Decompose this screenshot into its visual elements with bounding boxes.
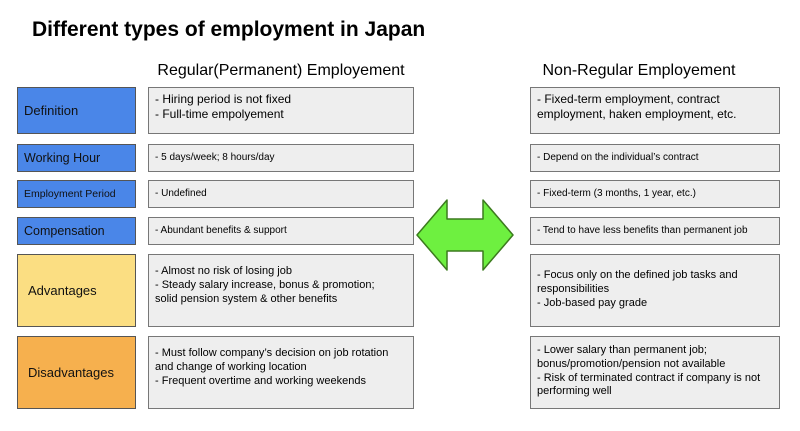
cell-line: - Depend on the individual’s contract	[537, 152, 699, 163]
row-label-employment-period	[17, 180, 136, 208]
page-title: Different types of employment in Japan	[32, 18, 426, 41]
cell-line: employment, haken employment, etc.	[537, 107, 737, 121]
regular-working-hour-box	[148, 144, 414, 172]
row-label-text: Employment Period	[24, 188, 116, 200]
row-label-definition	[17, 87, 136, 134]
cell-line: - Almost no risk of losing job	[155, 265, 292, 277]
cell-line: bonus/promotion/pension not available	[537, 357, 726, 370]
row-label-text: Advantages	[28, 283, 97, 298]
cell-line: - Focus only on the defined job tasks and	[537, 269, 738, 281]
cell-line: - Tend to have less benefits than permanent job	[537, 225, 748, 236]
non-regular-employment-period-box	[530, 180, 780, 208]
double-arrow-shape	[417, 200, 513, 270]
cell-line: and change of working location	[155, 360, 307, 373]
row-label-text: Disadvantages	[28, 365, 114, 380]
cell-line: - Full-time empolyement	[155, 107, 284, 121]
non-regular-definition-box	[530, 87, 780, 134]
cell-line: - Risk of terminated contract if company is not	[537, 371, 761, 384]
row-label-compensation	[17, 217, 136, 245]
regular-column-header: Regular(Permanent) Employement	[157, 62, 405, 79]
cell-line: - Frequent overtime and working weekends	[155, 374, 366, 387]
row-label-text: Working Hour	[24, 151, 101, 165]
regular-employment-period-box	[148, 180, 414, 208]
row-label-working-hour	[17, 144, 136, 172]
double-arrow-icon	[415, 197, 515, 273]
row-label-advantages	[17, 254, 136, 327]
cell-line: - Lower salary than permanent job;	[537, 344, 707, 356]
cell-line: - Steady salary increase, bonus & promotion;	[155, 278, 375, 291]
cell-line: - Must follow company’s decision on job rotation	[155, 347, 389, 359]
cell-line: - Hiring period is not fixed	[155, 92, 292, 106]
cell-line: - 5 days/week; 8 hours/day	[155, 152, 275, 163]
non-regular-disadvantages-box	[530, 336, 780, 409]
cell-line: performing well	[537, 385, 612, 398]
regular-compensation-box	[148, 217, 414, 245]
cell-line: - Fixed-term employment, contract	[537, 92, 720, 106]
regular-disadvantages-box	[148, 336, 414, 409]
row-label-text: Definition	[24, 103, 79, 118]
non-regular-column-header: Non-Regular Employement	[542, 62, 736, 79]
cell-line: solid pension system & other benefits	[155, 292, 338, 305]
regular-definition-box	[148, 87, 414, 134]
cell-line: - Undefined	[155, 188, 207, 199]
row-label-text: Compensation	[24, 224, 105, 238]
row-label-disadvantages	[17, 336, 136, 409]
cell-line: - Abundant benefits & support	[155, 225, 287, 236]
non-regular-working-hour-box	[530, 144, 780, 172]
non-regular-advantages-box	[530, 254, 780, 327]
cell-line: - Fixed-term (3 months, 1 year, etc.)	[537, 188, 696, 199]
non-regular-compensation-box	[530, 217, 780, 245]
regular-advantages-box	[148, 254, 414, 327]
cell-line: - Job-based pay grade	[537, 296, 648, 309]
cell-line: responsibilities	[537, 282, 610, 295]
